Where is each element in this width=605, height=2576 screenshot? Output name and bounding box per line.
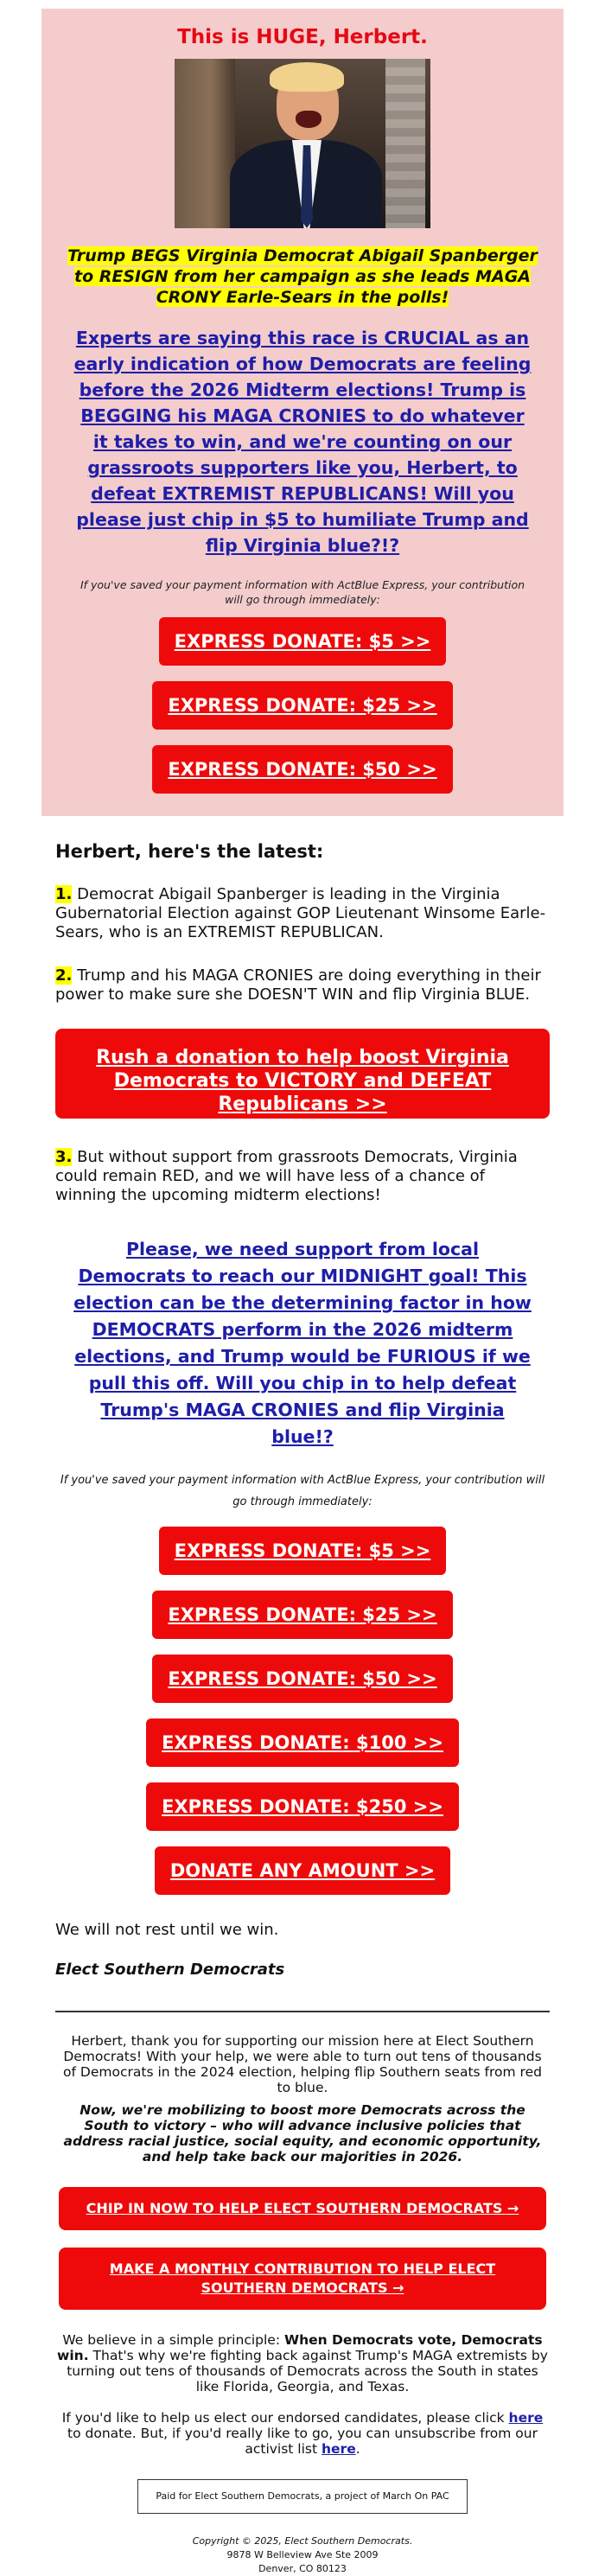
donate-here-link[interactable]: here (508, 2410, 544, 2426)
hero-subheadline: Trump BEGS Virginia Democrat Abigail Spanberger to RESIGN from her campaign as she leads MAGA CRONY Earle-Sears in the polls! (67, 246, 538, 307)
donate-250-button[interactable]: EXPRESS DONATE: $250 >> (146, 1782, 459, 1831)
email-page (0, 9, 605, 2576)
latest-heading: Herbert, here's the latest: (55, 841, 324, 862)
body-fine-print: If you've saved your payment information with ActBlue Express, your contribution will go through immediately: (60, 1474, 545, 1508)
divider (55, 2011, 550, 2012)
signature: Elect Southern Democrats (55, 1961, 285, 1979)
hero-donate-50-button[interactable]: EXPRESS DONATE: $50 >> (152, 745, 452, 794)
point-3-number: 3. (55, 1148, 73, 1166)
address-line-1: 9878 W Belleview Ave Ste 2009 (226, 2549, 379, 2560)
hero-fine-print: If you've saved your payment information with ActBlue Express, your contribution will go through immediately: (80, 578, 525, 606)
footer-unsubscribe: If you'd like to help us elect our endorsed candidates, please click here to donate. But, if you'd really like to go, you can unsubscribe from our activist list here. (61, 2410, 544, 2457)
address-line-2: Denver, CO 80123 (258, 2563, 347, 2574)
point-2-number: 2. (55, 966, 73, 985)
paid-for-notice: Paid for Elect Southern Democrats, a project of March On PAC (137, 2479, 467, 2514)
footer-mission: Now, we're mobilizing to boost more Democrats across the South to victory – who will advance inclusive policies that address racial justice, social equity, and economic opportunity, and help take back our majorities in 2026. (63, 2102, 542, 2165)
point-1: 1. Democrat Abigail Spanberger is leading in the Virginia Gubernatorial Election against GOP Lieutenant Winsome Earle-Sears, who is an EXTREMIST REPUBLICAN. (55, 885, 546, 941)
closing-line: We will not rest until we win. (55, 1921, 279, 1939)
footer-principle: We believe in a simple principle: When Democrats vote, Democrats win. That's why we're fighting back against Trump's MAGA extremists by turning out tens of thousands of Democrats across the South in states like Florida, Georgia, and Texas. (57, 2332, 548, 2394)
hero-ask-link[interactable]: Experts are saying this race is CRUCIAL as an early indication of how Democrats are feeling before the 2026 Midterm elections! Trump is BEGGING his MAGA CRONIES to do whatever it takes to win, and we're counting on our grassroots supporters like you, Herbert, to defeat EXTREMIST REPUBLICANS! Will you please just chip in $5 to humiliate Trump and flip Virginia blue?!? (73, 328, 532, 556)
hero-photo (175, 59, 430, 228)
monthly-contribution-button[interactable]: MAKE A MONTHLY CONTRIBUTION TO HELP ELECT SOUTHERN DEMOCRATS → (59, 2248, 546, 2310)
copyright: Copyright © 2025, Elect Southern Democrats. (192, 2535, 413, 2547)
email-body (0, 842, 605, 2576)
point-3: 3. But without support from grassroots Democrats, Virginia could remain RED, and we will have less of a chance of winning the upcoming midterm elections! (55, 1148, 518, 1204)
hero-panel (41, 9, 564, 816)
point-2: 2. Trump and his MAGA CRONIES are doing everything in their power to make sure she DOESN'T WIN and flip Virginia BLUE. (55, 966, 541, 1004)
donate-100-button[interactable]: EXPRESS DONATE: $100 >> (146, 1718, 459, 1767)
copyright-block (55, 2535, 550, 2576)
donate-any-amount-button[interactable]: DONATE ANY AMOUNT >> (155, 1846, 450, 1895)
footer (55, 2033, 550, 2576)
donate-5-button[interactable]: EXPRESS DONATE: $5 >> (159, 1527, 447, 1575)
hero-donate-5-button[interactable]: EXPRESS DONATE: $5 >> (159, 617, 447, 666)
rush-donation-button[interactable]: Rush a donation to help boost Virginia Democrats to VICTORY and DEFEAT Republicans >> (55, 1029, 550, 1119)
hero-headline: This is HUGE, Herbert. (177, 26, 428, 48)
hero-donate-25-button[interactable]: EXPRESS DONATE: $25 >> (152, 681, 452, 730)
donate-50-button[interactable]: EXPRESS DONATE: $50 >> (152, 1655, 452, 1703)
body-ask-link[interactable]: Please, we need support from local Democrats to reach our MIDNIGHT goal! This election can be the determining factor in how DEMOCRATS perform in the 2026 midterm elections, and Trump would be FURIOUS if we pull this off. Will you chip in to help defeat Trump's MAGA CRONIES and flip Virginia blue!? (73, 1239, 532, 1447)
donate-25-button[interactable]: EXPRESS DONATE: $25 >> (152, 1591, 452, 1639)
unsubscribe-link[interactable]: here (322, 2441, 356, 2457)
footer-thanks: Herbert, thank you for supporting our mission here at Elect Southern Democrats! With your help, we were able to turn out tens of thousands of Democrats in the 2024 election, helping flip Southern seats from red to blue. (63, 2033, 542, 2095)
chip-in-button[interactable]: CHIP IN NOW TO HELP ELECT SOUTHERN DEMOCRATS → (59, 2187, 546, 2230)
point-1-number: 1. (55, 885, 73, 903)
